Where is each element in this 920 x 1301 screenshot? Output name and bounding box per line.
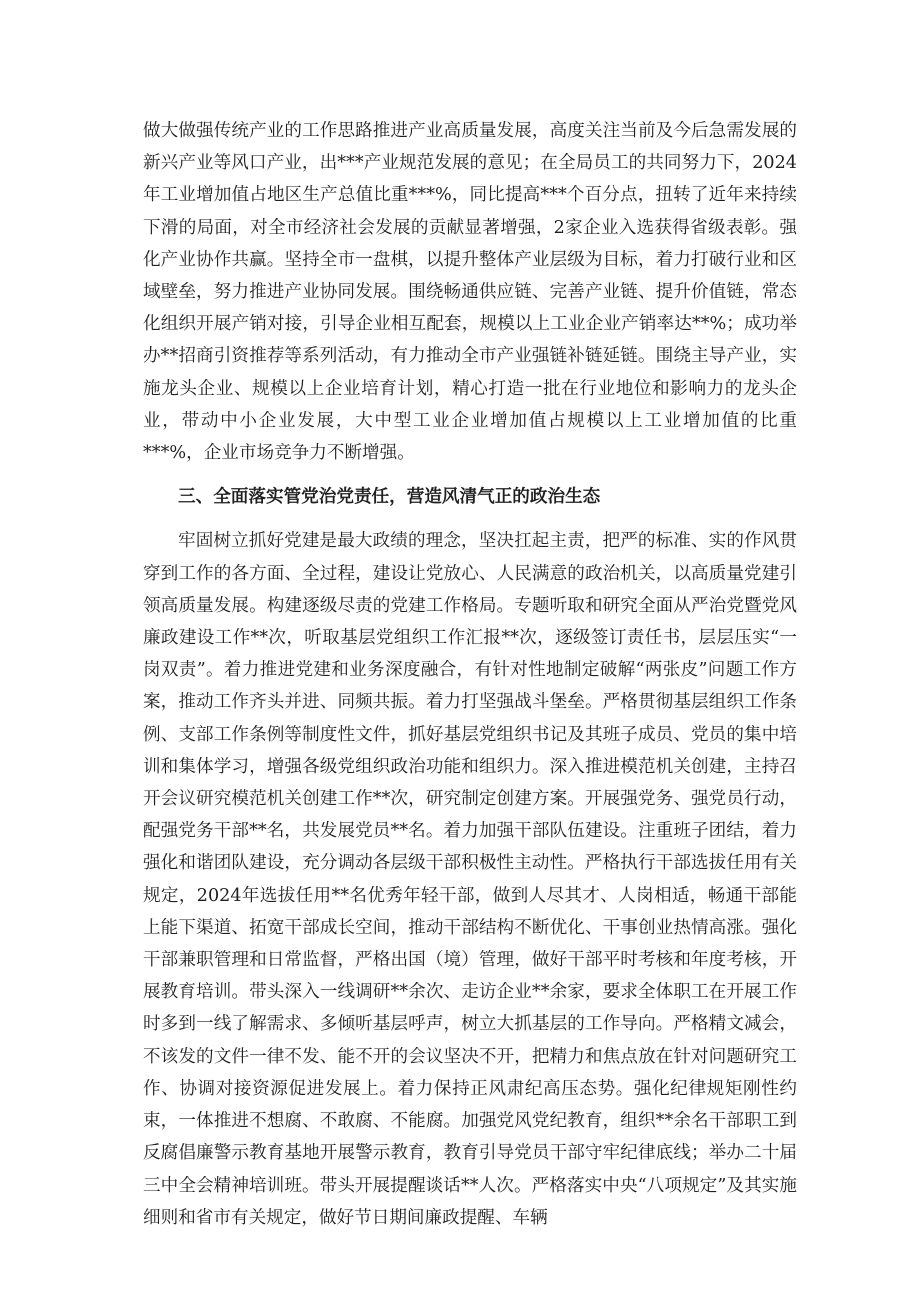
body-paragraph: 牢固树立抓好党建是最大政绩的理念，坚决扛起主责，把严的标准、实的作风贯穿到工作的各方面、全过程，建设让党放心、人民满意的政治机关，以高质量党建引领高质量发展。构建逐级尽责的党建工作格局。专题听取和研究全面从严治党暨党风廉政建设工作**次，听取基层党组织工作汇报**次，逐级签订责任书，层层压实“一岗双责”。着力推进党建和业务深度融合，有针对性地制定破解“两张皮”问题工作方案，推动工作齐头并进、同频共振。着力打坚强战斗堡垒。严格贯彻基层组织工作条例、支部工作条例等制度性文件，抓好基层党组织书记及其班子成员、党员的集中培训和集体学习，增强各级党组织政治功能和组织力。深入推进模范机关创建，主持召开会议研究模范机关创建工作**次，研究制定创建方案。开展强党务、强党员行动，配强党务干部**名，共发展党员**名。着力加强干部队伍建设。注重班子团结，着力强化和谐团队建设，充分调动各层级干部积极性主动性。严格执行干部选拔任用有关规定，2024年选拔任用**名优秀年轻干部，做到人尽其才、人岗相适，畅通干部能上能下渠道、拓宽干部成长空间，推动干部结构不断优化、干事创业热情高涨。强化干部兼职管理和日常监督，严格出国（境）管理，做好干部平时考核和年度考核，开展教育培训。带头深入一线调研**余次、走访企业**余家，要求全体职工在开展工作时多到一线了解需求、多倾听基层呼声，树立大抓基层的工作导向。严格精文减会，不该发的文件一律不发、能不开的会议坚决不开，把精力和焦点放在针对问题研究工作、协调对接资源促进发展上。着力保持正风肃纪高压态势。强化纪律规矩刚性约束，一体推进不想腐、不敢腐、不能腐。加强党风党纪教育，组织**余名干部职工到反腐倡廉警示教育基地开展警示教育，教育引导党员干部守牢纪律底线；举办二十届三中全会精神培训班。带头开展提醒谈话**人次。严格落实中央“八项规定”及其实施细则和省市有关规定，做好节日期间廉政提醒、车辆: [143, 531, 797, 1228]
section-heading: 三、全面落实管党治党责任，营造风清气正的政治生态: [178, 487, 601, 508]
body-paragraph: 做大做强传统产业的工作思路推进产业高质量发展，高度关注当前及今后急需发展的新兴产业等风口产业，出***产业规范发展的意见；在全局员工的共同努力下，2024年工业增加值占地区生产总值比重***%，同比提高***个百分点，扭转了近年来持续下滑的局面，对全市经济社会发展的贡献显著增强，2家企业入选获得省级表彰。强化产业协作共赢。坚持全市一盘棋，以提升整体产业层级为目标，着力打破行业和区域壁垒，努力推进产业协同发展。围绕畅通供应链、完善产业链、提升价值链，常态化组织开展产销对接，引导企业相互配套，规模以上工业企业产销率达**%；成功举办**招商引资推荐等系列活动，有力推动全市产业强链补链延链。围绕主导产业，实施龙头企业、规模以上企业培育计划，精心打造一批在行业地位和影响力的龙头企业，带动中小企业发展，大中型工业企业增加值占规模以上工业增加值的比重***%，企业市场竞争力不断增强。: [143, 121, 797, 464]
document-body: [143, 115, 797, 1234]
